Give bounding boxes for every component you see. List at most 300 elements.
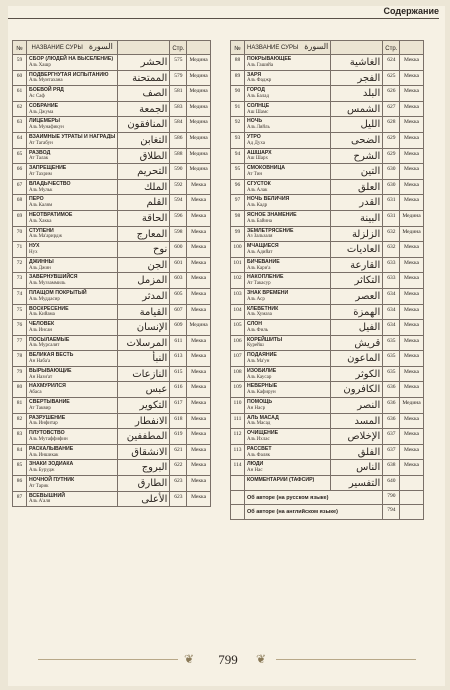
surah-number: 112 bbox=[231, 429, 245, 445]
surah-name-translit: Аль Мутаффифин bbox=[29, 437, 68, 443]
surah-place: Мекка bbox=[187, 476, 210, 492]
surah-page: 628 bbox=[383, 117, 400, 133]
surah-name-ru: СТУПЕНИ bbox=[29, 227, 54, 234]
table-row bbox=[13, 444, 211, 460]
col-name-header: НАЗВАНИЕ СУРЫ السورة bbox=[27, 41, 118, 55]
surah-page: 621 bbox=[170, 444, 187, 460]
surah-name-ru: СОБРАНИЕ bbox=[29, 102, 59, 109]
surah-place: Мекка bbox=[400, 288, 423, 304]
surah-name-ru: БОЕВОЙ РЯД bbox=[29, 87, 64, 94]
surah-name-ru: НОЧЬ ВЕЛИЧИЯ bbox=[247, 196, 290, 203]
table-row bbox=[13, 335, 211, 351]
table-row bbox=[231, 179, 424, 195]
surah-name-translit: Аль Калям bbox=[29, 203, 53, 209]
surah-number: 109 bbox=[231, 382, 245, 398]
surah-place: Мекка bbox=[187, 460, 210, 476]
surah-place: Мекка bbox=[400, 164, 423, 180]
about-author-row bbox=[231, 490, 424, 505]
surah-name-translit: Нух bbox=[29, 249, 38, 255]
table-row bbox=[13, 320, 211, 336]
surah-name-arabic: الحاقة bbox=[118, 210, 170, 226]
surah-number: 97 bbox=[231, 195, 245, 211]
surah-name-ru: ПЛАЩОМ ПОКРЫТЫЙ bbox=[29, 289, 87, 296]
surah-name-ru: ЗНАКИ ЗОДИАКА bbox=[29, 461, 74, 468]
surah-name-arabic: المزمل bbox=[118, 273, 170, 289]
surah-place: Мекка bbox=[187, 210, 210, 226]
surah-name-translit: Аз Зальзаля bbox=[247, 234, 273, 240]
surah-number: 67 bbox=[13, 179, 27, 195]
surah-number: 82 bbox=[13, 413, 27, 429]
surah-page: 630 bbox=[383, 179, 400, 195]
about-author-label: Об авторе (на английском языке) bbox=[245, 505, 383, 520]
surah-page: 638 bbox=[383, 460, 400, 476]
surah-name-arabic: البروج bbox=[118, 460, 170, 476]
surah-place: Мекка bbox=[187, 351, 210, 367]
surah-page: 637 bbox=[383, 444, 400, 460]
surah-name-cell bbox=[27, 382, 118, 398]
surah-name-cell bbox=[27, 413, 118, 429]
table-row bbox=[13, 413, 211, 429]
surah-name-translit: Ат Тарик bbox=[29, 483, 49, 489]
surah-name-ru: ПОДВЕРГНУТАЯ ИСПЫТАНИЮ bbox=[29, 71, 109, 78]
surah-place bbox=[400, 476, 423, 491]
table-row bbox=[13, 351, 211, 367]
surah-page: 636 bbox=[383, 398, 400, 414]
surah-page: 596 bbox=[170, 210, 187, 226]
table-row bbox=[13, 382, 211, 398]
surah-page: 640 bbox=[383, 476, 400, 491]
surah-name-arabic: قريش bbox=[331, 335, 383, 351]
surah-name-translit: Аль Мульк bbox=[29, 187, 53, 193]
surah-name-ru: ЗАПРЕЩЕНИЕ bbox=[29, 165, 67, 172]
surah-name-translit: Аль Кафирун bbox=[247, 390, 276, 396]
running-header: Содержание bbox=[383, 6, 439, 16]
surah-page: 579 bbox=[170, 70, 187, 86]
table-row bbox=[231, 398, 424, 414]
surah-name-translit: Ат Такасур bbox=[247, 281, 271, 287]
surah-page: 635 bbox=[383, 366, 400, 382]
surah-number: 101 bbox=[231, 257, 245, 273]
surah-page: 634 bbox=[383, 288, 400, 304]
surah-name-arabic: الصف bbox=[118, 86, 170, 102]
table-row bbox=[231, 429, 424, 445]
empty-cell bbox=[231, 505, 245, 520]
surah-number: 60 bbox=[13, 70, 27, 86]
table-row bbox=[13, 242, 211, 258]
surah-name-arabic: البينة bbox=[331, 210, 383, 226]
surah-name-cell bbox=[245, 117, 331, 133]
header-rule bbox=[8, 18, 439, 19]
surah-name-cell bbox=[27, 242, 118, 258]
surah-name-arabic: الهمزة bbox=[331, 304, 383, 320]
surah-name-cell bbox=[27, 366, 118, 382]
surah-name-cell bbox=[27, 210, 118, 226]
surah-name-ru: НЕВЕРНЫЕ bbox=[247, 383, 278, 390]
surah-name-cell bbox=[27, 164, 118, 180]
surah-number: 74 bbox=[13, 288, 27, 304]
surah-number: 99 bbox=[231, 226, 245, 242]
surah-place: Мекка bbox=[400, 86, 423, 102]
surah-place: Мекка bbox=[400, 444, 423, 460]
surah-place: Мекка bbox=[400, 429, 423, 445]
surah-number: 62 bbox=[13, 101, 27, 117]
surah-name-translit: Аль Масад bbox=[247, 421, 271, 427]
surah-place: Мекка bbox=[187, 304, 210, 320]
surah-name-translit: Аль Джин bbox=[29, 265, 51, 271]
surah-name-arabic: النبأ bbox=[118, 351, 170, 367]
surah-name-cell bbox=[245, 382, 331, 398]
surah-place: Мекка bbox=[400, 117, 423, 133]
surah-number: 103 bbox=[231, 288, 245, 304]
surah-name-ru: НОЧЬ bbox=[247, 118, 263, 125]
surah-name-translit: Аль Ихлас bbox=[247, 437, 270, 443]
col-num-header: № bbox=[231, 41, 245, 55]
surah-place: Мекка bbox=[187, 335, 210, 351]
surah-name-translit: Аль Бурудж bbox=[29, 468, 55, 474]
surah-name-cell bbox=[27, 429, 118, 445]
surah-page: 619 bbox=[170, 429, 187, 445]
table-row bbox=[231, 257, 424, 273]
surah-name-cell bbox=[27, 117, 118, 133]
surah-page: 590 bbox=[170, 164, 187, 180]
surah-page: 633 bbox=[383, 257, 400, 273]
table-row bbox=[231, 444, 424, 460]
surah-name-ru: ЗАВЕРНУВШИЙСЯ bbox=[29, 274, 78, 281]
surah-page: 634 bbox=[383, 304, 400, 320]
table-row bbox=[231, 476, 424, 491]
surah-place: Мекка bbox=[400, 273, 423, 289]
col-page-header: Стр. bbox=[383, 41, 400, 55]
surah-name-cell bbox=[245, 179, 331, 195]
surah-name-ru: ЗЕМЛЕТРЯСЕНИЕ bbox=[247, 227, 294, 234]
surah-name-ru: ДЖИННЫ bbox=[29, 258, 54, 265]
surah-name-cell bbox=[27, 491, 118, 507]
surah-page: 633 bbox=[383, 273, 400, 289]
surah-place: Медина bbox=[187, 55, 210, 71]
table-row bbox=[231, 210, 424, 226]
surah-number: 77 bbox=[13, 335, 27, 351]
surah-name-cell bbox=[245, 148, 331, 164]
surah-name-cell bbox=[245, 429, 331, 445]
table-row bbox=[231, 195, 424, 211]
surah-name-cell bbox=[27, 132, 118, 148]
surah-number: 65 bbox=[13, 148, 27, 164]
surah-place: Медина bbox=[187, 117, 210, 133]
surah-page: 581 bbox=[170, 86, 187, 102]
surah-name-cell bbox=[245, 413, 331, 429]
surah-name-ru: ВЫРЫВАЮЩИЕ bbox=[29, 367, 72, 374]
surah-name-arabic: الليل bbox=[331, 117, 383, 133]
table-row bbox=[231, 460, 424, 476]
surah-name-ru: БИЧЕВАНИЕ bbox=[247, 258, 280, 265]
surah-number: 96 bbox=[231, 179, 245, 195]
surah-name-arabic: المنافقون bbox=[118, 117, 170, 133]
surah-name-arabic: المرسلات bbox=[118, 335, 170, 351]
contents-table-left bbox=[12, 40, 211, 507]
surah-name-cell bbox=[245, 86, 331, 102]
surah-name-translit: Ан Нас bbox=[247, 468, 263, 474]
surah-page: 615 bbox=[170, 366, 187, 382]
surah-number: 88 bbox=[231, 55, 245, 71]
surah-name-translit: Аль Гашийа bbox=[247, 62, 274, 68]
surah-name-ru: СЛОН bbox=[247, 321, 263, 328]
table-row bbox=[231, 70, 424, 86]
surah-name-ru: УТРО bbox=[247, 133, 261, 140]
surah-name-translit: Абаса bbox=[29, 390, 42, 396]
table-row bbox=[13, 273, 211, 289]
surah-number: 89 bbox=[231, 70, 245, 86]
ornament-left-icon: ❦ bbox=[184, 652, 195, 666]
surah-name-translit: Аль Инфитар bbox=[29, 421, 58, 427]
surah-name-translit: Аль Филь bbox=[247, 327, 269, 333]
surah-name-translit: Аш Шарх bbox=[247, 156, 268, 162]
table-row bbox=[231, 86, 424, 102]
surah-page: 583 bbox=[170, 101, 187, 117]
surah-page: 623 bbox=[170, 491, 187, 507]
surah-page: 622 bbox=[170, 460, 187, 476]
surah-name-ru: СБОР (ЛЮДЕЙ НА ВЫСЕЛЕНИЕ) bbox=[29, 56, 114, 62]
surah-place: Мекка bbox=[400, 460, 423, 476]
surah-name-arabic: العلق bbox=[331, 179, 383, 195]
surah-name-ru: НАХМУРИЛСЯ bbox=[29, 383, 66, 390]
surah-name-translit: Ат Талак bbox=[29, 156, 49, 162]
surah-place: Мекка bbox=[400, 413, 423, 429]
surah-name-arabic: الحشر bbox=[118, 55, 170, 71]
surah-place: Медина bbox=[187, 164, 210, 180]
surah-name-translit: Аль Байина bbox=[247, 218, 272, 224]
surah-name-translit: Аль Ляйль bbox=[247, 125, 270, 131]
surah-number: 72 bbox=[13, 257, 27, 273]
table-row bbox=[13, 429, 211, 445]
surah-number: 66 bbox=[13, 164, 27, 180]
surah-number: 79 bbox=[13, 366, 27, 382]
surah-page: 636 bbox=[383, 382, 400, 398]
surah-name-ru: ВЛАДЫЧЕСТВО bbox=[29, 180, 71, 187]
table-row bbox=[231, 55, 424, 71]
table-row bbox=[13, 148, 211, 164]
surah-name-cell bbox=[27, 320, 118, 336]
surah-name-cell bbox=[245, 288, 331, 304]
surah-name-arabic: النازعات bbox=[118, 366, 170, 382]
surah-place: Мекка bbox=[187, 429, 210, 445]
surah-page: 617 bbox=[170, 398, 187, 414]
surah-name-cell bbox=[27, 179, 118, 195]
surah-number: 80 bbox=[13, 382, 27, 398]
surah-name-arabic: التفسير bbox=[331, 476, 383, 491]
surah-name-arabic: الفجر bbox=[331, 70, 383, 86]
surah-name-translit: Аль А'аля bbox=[29, 499, 51, 505]
surah-name-translit: Аль Фаджр bbox=[247, 78, 272, 84]
surah-place: Мекка bbox=[187, 179, 210, 195]
surah-number: 71 bbox=[13, 242, 27, 258]
surah-name-arabic: الانشقاق bbox=[118, 444, 170, 460]
surah-name-arabic: الفلق bbox=[331, 444, 383, 460]
surah-name-arabic: التكوير bbox=[118, 398, 170, 414]
surah-name-ru: СМОКОВНИЦА bbox=[247, 165, 285, 172]
table-row bbox=[13, 70, 211, 86]
table-row bbox=[231, 132, 424, 148]
surah-name-translit: Аль Муддасир bbox=[29, 296, 60, 302]
surah-number: 104 bbox=[231, 304, 245, 320]
surah-name-cell bbox=[245, 226, 331, 242]
surah-number: 75 bbox=[13, 304, 27, 320]
surah-place: Мекка bbox=[400, 304, 423, 320]
surah-name-ru: ИЗОБИЛИЕ bbox=[247, 367, 277, 374]
surah-number: 114 bbox=[231, 460, 245, 476]
surah-page: 632 bbox=[383, 226, 400, 242]
surah-place: Мекка bbox=[187, 444, 210, 460]
surah-page: 624 bbox=[383, 55, 400, 71]
surah-name-ru: ПОДАЯНИЕ bbox=[247, 352, 277, 359]
surah-place: Мекка bbox=[187, 242, 210, 258]
surah-place: Мекка bbox=[400, 257, 423, 273]
surah-place: Мекка bbox=[400, 132, 423, 148]
surah-name-translit: Аль Джума bbox=[29, 109, 54, 115]
surah-place: Мекка bbox=[187, 382, 210, 398]
surah-name-cell bbox=[245, 304, 331, 320]
surah-name-arabic: الطارق bbox=[118, 476, 170, 492]
surah-name-arabic: نوح bbox=[118, 242, 170, 258]
surah-name-cell bbox=[245, 210, 331, 226]
surah-name-ru: ВОСКРЕСЕНИЕ bbox=[29, 305, 69, 312]
surah-name-arabic: المسد bbox=[331, 413, 383, 429]
surah-number: 63 bbox=[13, 117, 27, 133]
surah-name-translit: Аль Кадр bbox=[247, 203, 268, 209]
surah-name-cell bbox=[245, 398, 331, 414]
surah-name-translit: Аль Хакка bbox=[29, 218, 52, 224]
surah-name-arabic: العصر bbox=[331, 288, 383, 304]
surah-name-cell bbox=[245, 101, 331, 117]
surah-name-arabic: التكاثر bbox=[331, 273, 383, 289]
surah-name-ru: ПЛУТОВСТВО bbox=[29, 430, 65, 437]
surah-name-arabic: الجن bbox=[118, 257, 170, 273]
surah-name-arabic: الزلزلة bbox=[331, 226, 383, 242]
surah-page: 623 bbox=[170, 476, 187, 492]
surah-number: 70 bbox=[13, 226, 27, 242]
surah-number: 76 bbox=[13, 320, 27, 336]
surah-page: 586 bbox=[170, 132, 187, 148]
surah-name-cell bbox=[245, 164, 331, 180]
table-row bbox=[231, 335, 424, 351]
surah-name-cell bbox=[245, 195, 331, 211]
surah-name-arabic: القدر bbox=[331, 195, 383, 211]
surah-place: Мекка bbox=[400, 55, 423, 71]
table-row bbox=[13, 179, 211, 195]
surah-number: 78 bbox=[13, 351, 27, 367]
surah-place: Медина bbox=[187, 86, 210, 102]
page-footer bbox=[8, 644, 445, 674]
table-row bbox=[231, 117, 424, 133]
surah-number: 110 bbox=[231, 398, 245, 414]
surah-name-translit: Аш Шамс bbox=[247, 109, 269, 115]
about-author-label: Об авторе (на русском языке) bbox=[245, 490, 383, 505]
empty-cell bbox=[400, 490, 423, 505]
surah-name-cell bbox=[27, 148, 118, 164]
table-row bbox=[231, 164, 424, 180]
table-row bbox=[231, 366, 424, 382]
surah-page: 601 bbox=[170, 257, 187, 273]
surah-page: 575 bbox=[170, 55, 187, 71]
table-row bbox=[231, 304, 424, 320]
surah-name-cell bbox=[245, 273, 331, 289]
table-row bbox=[13, 195, 211, 211]
table-row bbox=[13, 101, 211, 117]
surah-number: 98 bbox=[231, 210, 245, 226]
surah-place: Мекка bbox=[187, 195, 210, 211]
table-row bbox=[231, 320, 424, 336]
surah-name-cell bbox=[27, 55, 118, 71]
surah-place: Медина bbox=[187, 101, 210, 117]
surah-name-ru: ВСЕВЫШНИЙ bbox=[29, 492, 65, 499]
surah-page: 605 bbox=[170, 288, 187, 304]
surah-name-arabic: التحريم bbox=[118, 164, 170, 180]
surah-name-cell bbox=[245, 132, 331, 148]
surah-number: 106 bbox=[231, 335, 245, 351]
surah-name-translit: Курейш bbox=[247, 343, 264, 349]
surah-name-arabic: الشرح bbox=[331, 148, 383, 164]
surah-number: 86 bbox=[13, 476, 27, 492]
surah-name-ru: РАСКАЛЫВАНИЕ bbox=[29, 445, 74, 452]
surah-name-ru: ПОСЫЛАЕМЫЕ bbox=[29, 336, 70, 343]
surah-name-translit: Аль Аср bbox=[247, 296, 265, 302]
surah-name-cell bbox=[27, 273, 118, 289]
book-page bbox=[8, 6, 445, 686]
surah-name-arabic: الكافرون bbox=[331, 382, 383, 398]
surah-name-arabic: الناس bbox=[331, 460, 383, 476]
surah-name-ru: ВЕЛИКАЯ ВЕСТЬ bbox=[29, 352, 74, 359]
surah-number: 93 bbox=[231, 132, 245, 148]
surah-page: 631 bbox=[383, 195, 400, 211]
table-row bbox=[231, 273, 424, 289]
footer-rule-right bbox=[276, 659, 416, 660]
table-row bbox=[13, 491, 211, 507]
table-row bbox=[13, 164, 211, 180]
surah-name-arabic: الطلاق bbox=[118, 148, 170, 164]
surah-name-arabic: البلد bbox=[331, 86, 383, 102]
empty-cell bbox=[400, 505, 423, 520]
surah-name-translit: Аль Адийат bbox=[247, 249, 273, 255]
surah-name-arabic: التغابن bbox=[118, 132, 170, 148]
surah-number: 111 bbox=[231, 413, 245, 429]
surah-name-translit: Аль Балад bbox=[247, 93, 270, 99]
surah-place: Мекка bbox=[400, 335, 423, 351]
surah-name-arabic: التين bbox=[331, 164, 383, 180]
surah-page: 594 bbox=[170, 195, 187, 211]
empty-cell bbox=[231, 490, 245, 505]
surah-number: 61 bbox=[13, 86, 27, 102]
surah-name-cell bbox=[27, 335, 118, 351]
surah-place: Мекка bbox=[187, 398, 210, 414]
surah-place: Медина bbox=[187, 320, 210, 336]
surah-name-ru: ЗНАК ВРЕМЕНИ bbox=[247, 289, 289, 296]
table-row bbox=[13, 366, 211, 382]
surah-name-translit: Ад Духа bbox=[247, 140, 265, 146]
surah-name-cell bbox=[245, 70, 331, 86]
surah-name-cell bbox=[245, 460, 331, 476]
surah-page: 588 bbox=[170, 148, 187, 164]
table-row bbox=[13, 86, 211, 102]
surah-name-cell bbox=[245, 257, 331, 273]
table-row bbox=[231, 288, 424, 304]
table-row bbox=[13, 460, 211, 476]
surah-name-translit: Ан Нази'ат bbox=[29, 374, 53, 380]
table-row bbox=[13, 226, 211, 242]
surah-page: 611 bbox=[170, 335, 187, 351]
surah-page: 626 bbox=[383, 86, 400, 102]
surah-place: Мекка bbox=[187, 491, 210, 507]
col-name-header: НАЗВАНИЕ СУРЫ السورة bbox=[245, 41, 331, 55]
surah-name-arabic: الأعلى bbox=[118, 491, 170, 507]
